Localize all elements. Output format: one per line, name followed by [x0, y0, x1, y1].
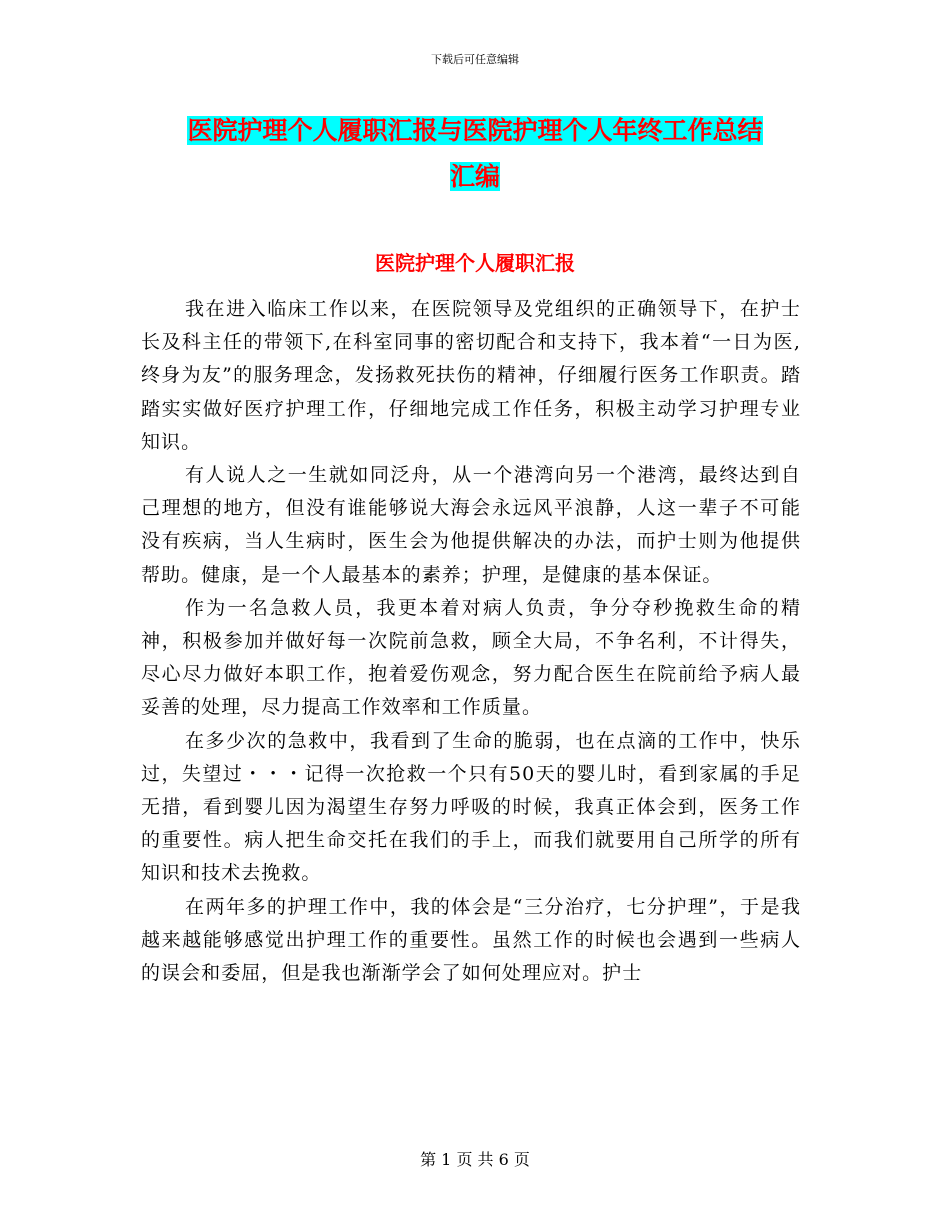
title-line-1: 医院护理个人履职汇报与医院护理个人年终工作总结 [187, 116, 763, 145]
document-title [140, 108, 810, 200]
title-line-2: 汇编 [449, 162, 500, 191]
document-body [141, 293, 801, 990]
paragraph-2: 有人说人之一生就如同泛舟，从一个港湾向另一个港湾，最终达到自己理想的地方，但没有谁能够说大海会永远风平浪静，人这一辈子不可能没有疾病，当人生病时，医生会为他提供解决的办法，而护士则为他提供帮助。健康，是一个人最基本的素养；护理，是健康的基本保证。 [141, 464, 801, 586]
page-number-footer: 第 1 页 共 6 页 [420, 1150, 530, 1169]
paragraph-4: 在多少次的急救中，我看到了生命的脆弱，也在点滴的工作中，快乐过，失望过・・・记得一次抢救一个只有50天的婴儿时，看到家属的手足无措，看到婴儿因为渴望生存努力呼吸的时候，我真正体会到，医务工作的重要性。病人把生命交托在我们的手上，而我们就要用自己所学的所有知识和技术去挽救。 [141, 729, 801, 885]
paragraph-5: 在两年多的护理工作中，我的体会是“三分治疗，七分护理”，于是我越来越能够感觉出护理工作的重要性。虽然工作的时候也会遇到一些病人的误会和委屈，但是我也渐渐学会了如何处理应对。护士 [141, 895, 801, 985]
header-note: 下载后可任意编辑 [431, 53, 519, 66]
paragraph-1: 我在进入临床工作以来，在医院领导及党组织的正确领导下，在护士长及科主任的带领下,在科室同事的密切配合和支持下，我本着“一日为医,终身为友”的服务理念，发扬救死扶伤的精神，仔细履行医务工作职责。踏踏实实做好医疗护理工作，仔细地完成工作任务，积极主动学习护理专业知识。 [141, 298, 801, 453]
paragraph-3: 作为一名急救人员，我更本着对病人负责，争分夺秒挽救生命的精神，积极参加并做好每一次院前急救，顾全大局，不争名利，不计得失，尽心尽力做好本职工作，抱着爱伤观念，努力配合医生在院前给予病人最妥善的处理，尽力提高工作效率和工作质量。 [141, 596, 801, 719]
section-title: 医院护理个人履职汇报 [375, 251, 575, 275]
